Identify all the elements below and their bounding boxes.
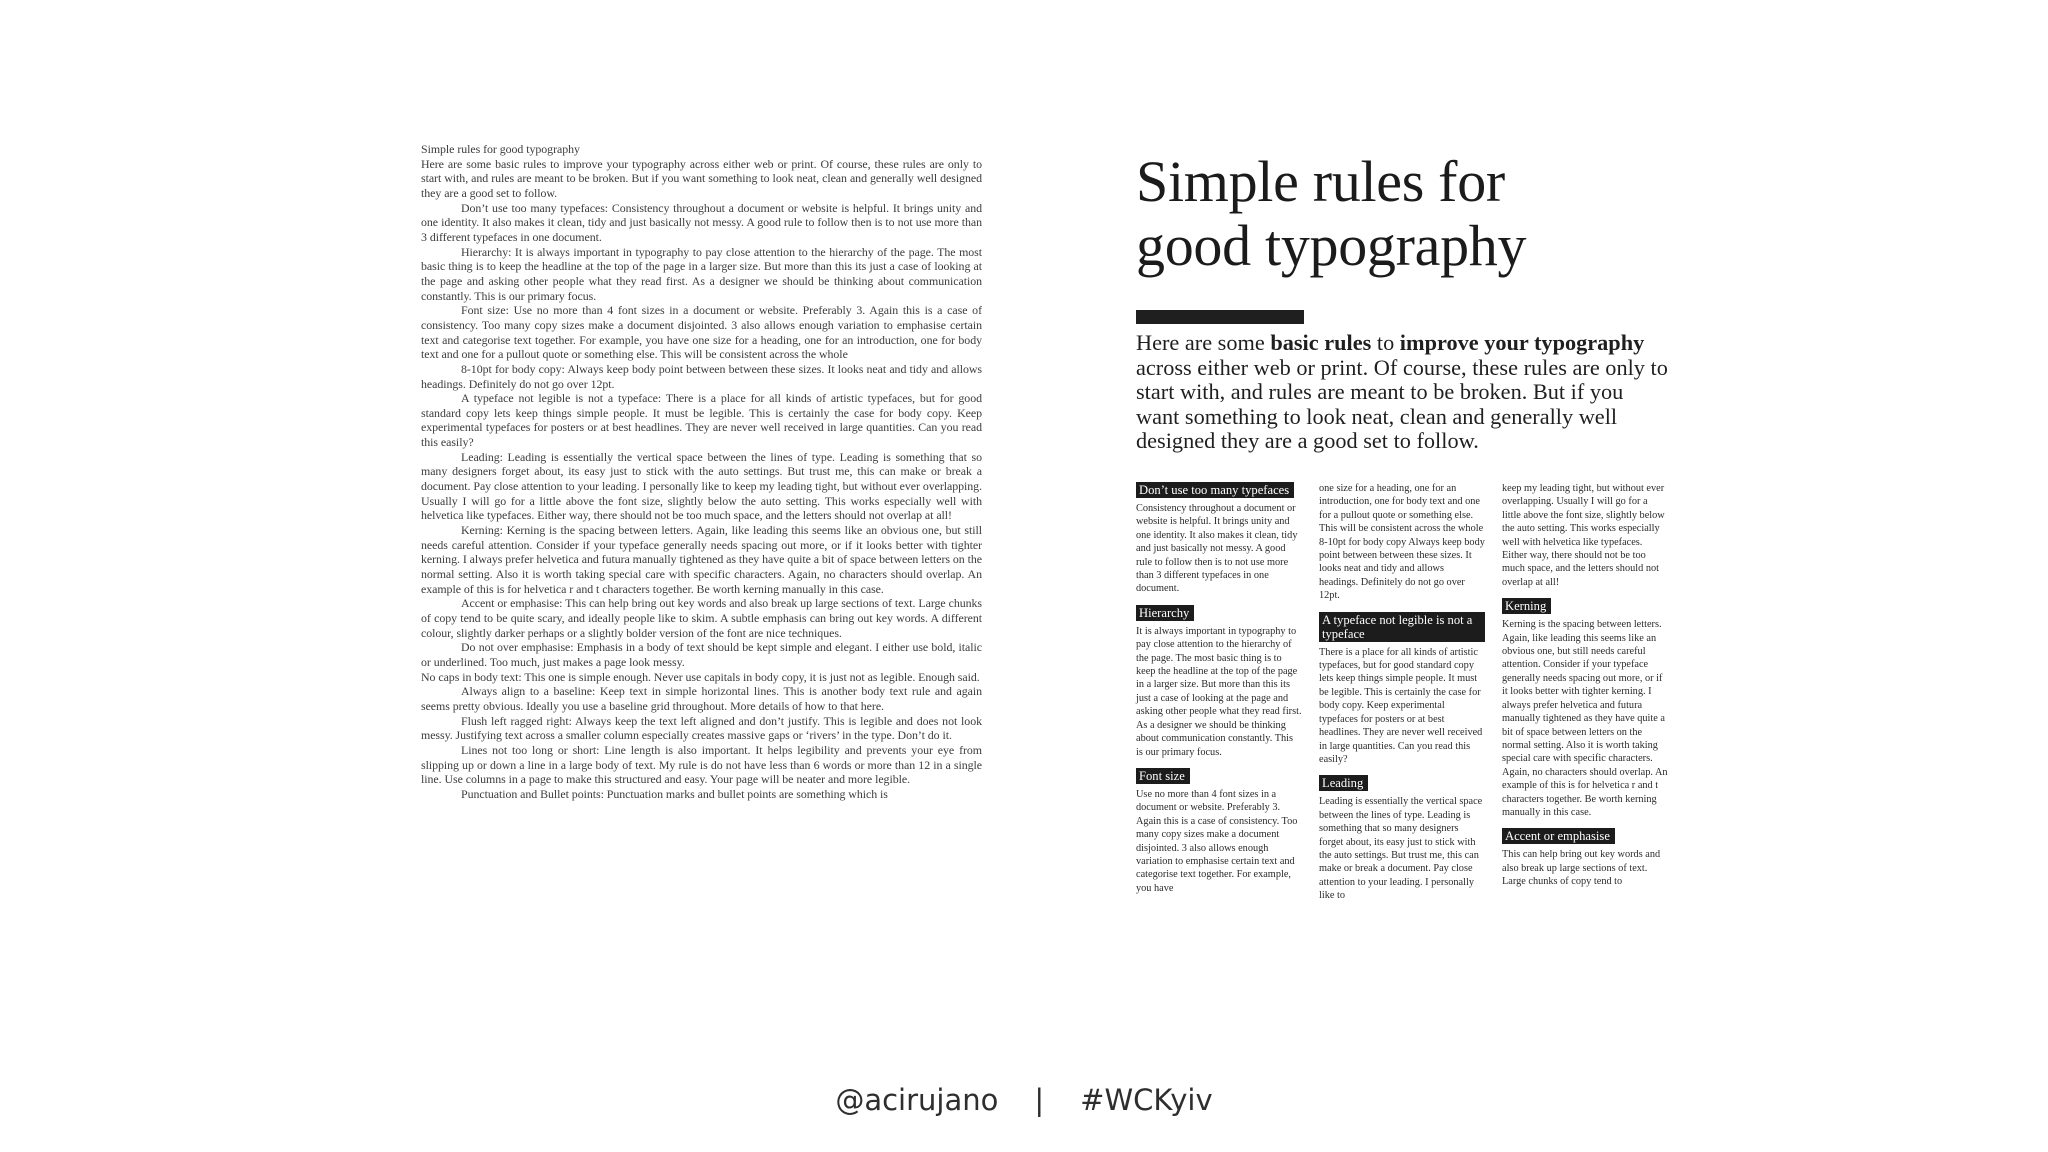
rule-body: Consistency throughout a document or website is helpful. It brings unity and one identity. It also makes it clean, tidy and just basically not messy. A good rule to follow then is to not use more than 3 different typefaces in one document. <box>1136 503 1298 595</box>
designed-title <box>1136 150 1668 278</box>
plain-paragraph: Hierarchy: It is always important in typography to pay close attention to the hierarchy of the page. The most basic thing is to keep the headline at the top of the page in a larger size. But more than this its just a case of looking at the page and asking other people what they read first. As a designer we should be thinking about communication constantly. This is our primary focus. <box>421 244 982 303</box>
rule-heading: Leading <box>1319 775 1368 791</box>
rule-body: There is a place for all kinds of artistic typefaces, but for good standard copy lets keep things simple people. It must be legible. This is certainly the case for body copy. Keep experimental typefaces for posters or at best headlines. They are never well received in large quantities. Can you read this easily? <box>1319 646 1483 765</box>
plain-paragraph: Do not over emphasise: Emphasis in a body of text should be kept simple and elegant. I either use bold, italic or underlined. Too much, just makes a page look messy. <box>421 640 982 669</box>
plain-paragraph: Here are some basic rules to improve your typography across either web or print. Of course, these rules are only to start with, and rules are meant to be broken. But if you want something to look neat, clean and generally well designed they are a good set to follow. <box>421 156 982 200</box>
event-hashtag: #WCKyiv <box>1080 1083 1213 1117</box>
rule-body: Kerning is the spacing between letters. Again, like leading this seems like an obvious one, but still needs careful attention. Consider if your typeface generally needs spacing out more, or if it looks better with tighter kerning. I always prefer helvetica and futura manually tightened as they have quite a bit of space between letters on the normal setting. Also it is worth taking special care with specific characters. Again, no characters should overlap. An example of this is for helvetica r and t characters together. Be worth kerning manually in this case. <box>1502 619 1668 818</box>
rule-body: one size for a heading, one for an introduction, one for body text and one for a pullout quote or something else. This will be consistent across the whole 8-10pt for body copy Always keep body point between between these sizes. It looks neat and tidy and allows headings. Definitely do not go over 12pt. <box>1319 483 1485 602</box>
rule-section <box>1136 482 1302 596</box>
plain-paragraph: No caps in body text: This one is simple enough. Never use capitals in body copy, it is just not as legible. Enough said. <box>421 669 980 684</box>
emphasis-basic-rules: basic rules <box>1270 330 1372 355</box>
twitter-handle: @acirujano <box>835 1083 999 1117</box>
rule-section <box>1502 482 1668 589</box>
rule-section <box>1502 598 1668 819</box>
rule-body: Leading is essentially the vertical space between the lines of type. Leading is something that so many designers forget about, its easy just to stick with the auto settings. But trust me, this can make or break a document. Pay close attention to your leading. I personally like to <box>1319 796 1483 902</box>
rule-section <box>1319 775 1485 902</box>
text-column <box>1136 482 1302 912</box>
rule-heading: Accent or emphasise <box>1502 828 1615 844</box>
plain-paragraph: Don’t use too many typefaces: Consistency throughout a document or website is helpful. It brings unity and one identity. It also makes it clean, tidy and just basically not messy. A good rule to follow then is to not use more than 3 different typefaces in one document. <box>421 200 982 244</box>
text-column <box>1319 482 1485 912</box>
plain-paragraph: Font size: Use no more than 4 font sizes in a document or website. Preferably 3. Again this is a case of consistency. Too many copy sizes make a document disjointed. 3 also allows enough variation to emphasise certain text and categorise text together. For example, you have one size for a heading, one for an introduction, one for body text and one for a pullout quote or something else. This will be consistent across the whole <box>421 303 982 362</box>
plain-paragraph: Punctuation and Bullet points: Punctuation marks and bullet points are something which is <box>461 786 888 801</box>
rule-section <box>1502 828 1668 888</box>
rule-heading: A typeface not legible is not a typeface <box>1319 612 1485 642</box>
plain-title: Simple rules for good typography <box>421 142 580 156</box>
designed-columns <box>1136 482 1668 912</box>
title-line-1: Simple rules for <box>1136 149 1505 214</box>
text-column <box>1502 482 1668 912</box>
plain-body <box>421 157 982 802</box>
rule-section <box>1136 768 1302 895</box>
plain-paragraph: Always align to a baseline: Keep text in simple horizontal lines. This is another body text rule and again seems pretty obvious. Ideally you use a baseline grid throughout. More details of how to that here. <box>421 684 982 713</box>
plain-text-example <box>421 142 982 952</box>
plain-paragraph: Kerning: Kerning is the spacing between letters. Again, like leading this seems like an obvious one, but still needs careful attention. Consider if your typeface generally needs spacing out more, or if it looks better with tighter kerning. I always prefer helvetica and futura manually tightened as they have quite a bit of space between letters on the normal setting. Also it is worth taking special care with specific characters. Again, no characters should overlap. An example of this is for helvetica r and t characters together. Be worth kerning manually in this case. <box>421 523 982 596</box>
intro-paragraph: Here are some basic rules to improve your typography across either web or print. Of course, these rules are only to start with, and rules are meant to be broken. But if you want something to look neat, clean and generally well designed they are a good set to follow. <box>1136 330 1668 453</box>
rule-body: keep my leading tight, but without ever overlapping. Usually I will go for a little above the font size, slightly below the auto setting. This works especially well with helvetica like typefaces. Either way, there should not be too much space, and the letters should not overlap at all! <box>1502 483 1665 588</box>
plain-paragraph: A typeface not legible is not a typeface: There is a place for all kinds of artistic typefaces, but for good standard copy lets keep things simple people. It must be legible. This is certainly the case for body copy. Keep experimental typefaces for posters or at best headlines. They are never well received in large quantities. Can you read this easily? <box>421 391 982 450</box>
emphasis-improve-typography: improve your typography <box>1399 330 1645 355</box>
rule-heading: Font size <box>1136 768 1190 784</box>
plain-paragraph: Lines not too long or short: Line length is also important. It helps legibility and prevents your eye from slipping up or down a line in a large body of text. My rule is do not have less than 6 words or more than 12 in a single line. Use columns in a page to make this structured and easy. Your page will be neater and more legible. <box>421 742 982 787</box>
plain-paragraph: 8-10pt for body copy: Always keep body point between between these sizes. It looks neat and tidy and allows headings. Definitely do not go over 12pt. <box>421 361 982 391</box>
rule-body: Use no more than 4 font sizes in a document or website. Preferably 3. Again this is a case of consistency. Too many copy sizes make a document disjointed. 3 also allows enough variation to emphasise certain text and categorise text together. For example, you have <box>1136 788 1298 894</box>
footer-separator: | <box>1034 1083 1045 1117</box>
plain-paragraph: Accent or emphasise: This can help bring out key words and also break up large sections of text. Large chunks of copy tend to be quite scary, and ideally people like to skim. A subtle emphasis can bring out key words. A different colour, slightly darker perhaps or a slightly bolder version of the font are nice techniques. <box>421 596 982 640</box>
slide-footer <box>0 1083 2048 1117</box>
rule-section <box>1319 612 1485 767</box>
rule-section <box>1319 482 1485 603</box>
rule-heading: Don’t use too many typefaces <box>1136 482 1294 498</box>
designed-example <box>1136 150 1668 940</box>
accent-bar <box>1136 310 1304 324</box>
rule-body: This can help bring out key words and also break up large sections of text. Large chunks of copy tend to <box>1502 849 1661 888</box>
rule-heading: Hierarchy <box>1136 605 1194 621</box>
title-line-2: good typography <box>1136 213 1527 278</box>
rule-section <box>1136 605 1302 759</box>
rule-body: It is always important in typography to pay close attention to the hierarchy of the page. The most basic thing is to keep the headline at the top of the page in a larger size. But more than this its just a case of looking at the page and asking other people what they read first. As a designer we should be thinking about communication constantly. This is our primary focus. <box>1136 625 1302 758</box>
plain-paragraph: Flush left ragged right: Always keep the text left aligned and don’t justify. This is legible and does not look messy. Justifying text across a smaller column especially creates massive gaps or ‘rivers’ in the type. Don’t do it. <box>421 713 982 743</box>
rule-heading: Kerning <box>1502 598 1551 614</box>
plain-paragraph: Leading: Leading is essentially the vertical space between the lines of type. Leading is something that so many designers forget about, its easy just to stick with the auto settings. But trust me, this can make or break a document. Pay close attention to your leading. I personally like to keep my leading tight, but without ever overlapping. Usually I will go for a little above the font size, slightly below the auto setting. This works especially well with helvetica like typefaces. Either way, there should not be too much space, and the letters should not overlap at all! <box>421 449 982 523</box>
